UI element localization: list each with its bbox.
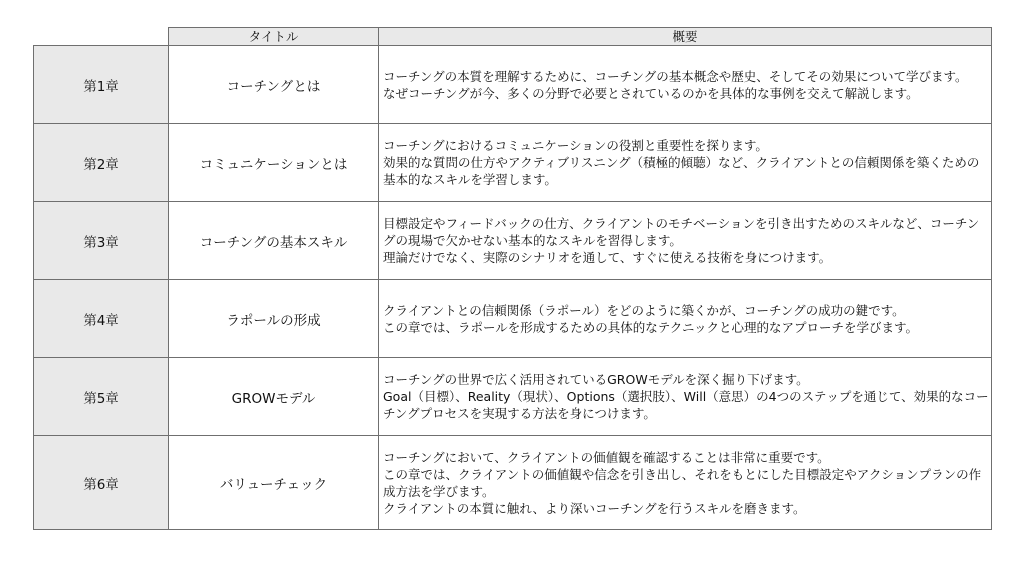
- summary-cell: [379, 202, 992, 280]
- summary-line: クライアントとの信頼関係（ラポール）をどのように築くかが、コーチングの成功の鍵です。: [383, 302, 905, 318]
- summary-line: 理論だけでなく、実際のシナリオを通して、すぐに使える技術を身につけます。: [383, 250, 832, 265]
- table-row-chapter-4: [34, 280, 992, 358]
- curriculum-table: [33, 27, 992, 530]
- title-cell: コーチングの基本スキル: [169, 202, 379, 280]
- header-row: [34, 28, 992, 46]
- summary-line: この章では、クライアントの価値観や信念を引き出し、それをもとにした目標設定やアクションプランの作成方法を学びます。: [383, 466, 982, 499]
- summary-line: コーチングの世界で広く活用されているGROWモデルを深く掘り下げます。: [383, 372, 809, 387]
- table-row-chapter-6: [34, 436, 992, 530]
- chapter-cell: 第1章: [34, 46, 169, 124]
- header-corner-cell: [34, 28, 169, 46]
- title-cell: ラポールの形成: [169, 280, 379, 358]
- summary-cell: [379, 436, 992, 530]
- chapter-cell: 第6章: [34, 436, 169, 530]
- table-row-chapter-3: [34, 202, 992, 280]
- chapter-cell: 第2章: [34, 124, 169, 202]
- summary-line: 効果的な質問の仕方やアクティブリスニング（積極的傾聴）など、クライアントとの信頼関係を築くための基本的なスキルを学習します。: [383, 155, 980, 187]
- summary-cell: [379, 124, 992, 202]
- chapter-cell: 第3章: [34, 202, 169, 280]
- title-cell: コミュニケーションとは: [169, 124, 379, 202]
- header-title: タイトル: [169, 28, 379, 46]
- summary-line: コーチングにおいて、クライアントの価値観を確認することは非常に重要です。: [383, 449, 830, 465]
- chapter-cell: 第4章: [34, 280, 169, 358]
- title-cell: コーチングとは: [169, 46, 379, 124]
- curriculum-table-container: [33, 27, 991, 530]
- summary-cell: [379, 358, 992, 436]
- summary-line: クライアントの本質に触れ、より深いコーチングを行うスキルを磨きます。: [383, 500, 806, 516]
- summary-line: Goal（目標）、Reality（現状）、Options（選択肢）、Will（意思）の4つのステップを通じて、効果的なコーチングプロセスを実現する方法を身につけます。: [383, 389, 989, 421]
- table-row-chapter-2: [34, 124, 992, 202]
- summary-line: コーチングの本質を理解するために、コーチングの基本概念や歴史、そしてその効果について学びます。: [383, 68, 968, 84]
- chapter-cell: 第5章: [34, 358, 169, 436]
- table-row-chapter-1: [34, 46, 992, 124]
- header-summary: 概要: [379, 28, 992, 46]
- summary-cell: [379, 280, 992, 358]
- title-cell: GROWモデル: [169, 358, 379, 436]
- summary-line: この章では、ラポールを形成するための具体的なテクニックと心理的なアプローチを学びます。: [383, 319, 919, 335]
- summary-line: コーチングにおけるコミュニケーションの役割と重要性を探ります。: [383, 138, 768, 153]
- table-row-chapter-5: [34, 358, 992, 436]
- summary-line: 目標設定やフィードバックの仕方、クライアントのモチベーションを引き出すためのスキルなど、コーチングの現場で欠かせない基本的なスキルを習得します。: [383, 216, 980, 248]
- summary-line: なぜコーチングが今、多くの分野で必要とされているのかを具体的な事例を交えて解説します。: [383, 85, 919, 101]
- summary-cell: [379, 46, 992, 124]
- title-cell: バリューチェック: [169, 436, 379, 530]
